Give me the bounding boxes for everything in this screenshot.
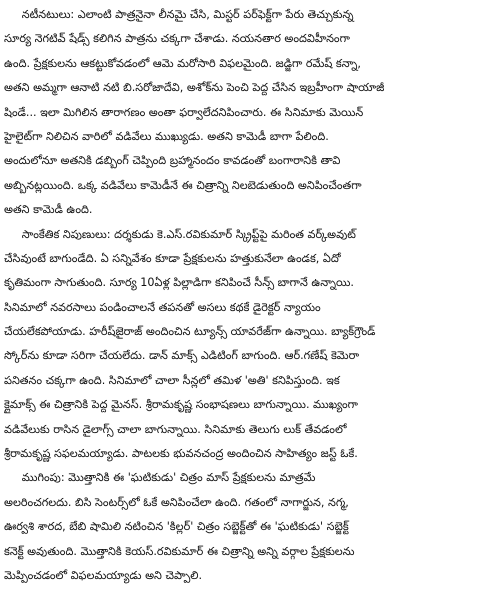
text-line: అతని కామెడీ ఉంది. [4, 203, 93, 217]
text-line: స్కోర్‌ను కూడా సరిగా చేయలేదు. డాన్ మాక్స్ ఎడిటింగ్ బాగుంది. ఆర్.గణేష్ కెమెరా [4, 349, 360, 363]
text-line: సినిమాలో నవరసాలు పండించాలనే తపనతో అసలు కథకే డైరెక్టర్ న్యాయం [4, 300, 321, 314]
text-line: షిండే... ఇలా మిగిలిన తారాగణం అంతా ఫర్వాలేదనిపించారు. ఈ సినిమాకు మెయిన్ [4, 105, 364, 119]
text-line: హైలైట్‌గా నిలిచిన వారిలో వడివేలు ముఖ్యుడు. అతని కామెడీ బాగా పేలింది. [4, 129, 329, 143]
text-line: కృతిమంగా సాగుతుంది. సూర్య 10ఏళ్ల పిల్లాడిగా కనిపించే సీన్స్ బాగానే ఉన్నాయి. [4, 276, 354, 290]
text-line: ముగింపు: మొత్తానికి ఈ 'ఘటికుడు' చిత్రం మాస్ ప్రేక్షకులను మాత్రమే [4, 471, 316, 485]
text-line: వడివేలుకు రాసిన డైలాగ్స్ చాలా బాగున్నాయి. సినిమాకు తెలుగు లుక్ తేవడంలో [4, 422, 347, 436]
text-line: చేసివుంటే బాగుండేది. ఏ సన్నివేశం కూడా ప్రేక్షకులను హత్తుకునేలా ఉండక, ఏదో [4, 251, 341, 265]
text-line: అలరించగలదు. బిసి సెంటర్స్‌లో ఓకే అనిపించేలా ఉంది. గతంలో నాగార్జున, నగ్మ, [4, 495, 349, 509]
text-line: మెప్పించడంలో విఫలమయ్యాడు అని చెప్పాలి. [4, 568, 203, 582]
text-line: సూర్య నెగటివ్ షేడ్స్ కలిగిన పాత్రను చక్కగా చేశాడు. నయనతార అందవిహీనంగా [4, 32, 350, 46]
text-line: ఉంది. ప్రేక్షకులను ఆకట్టుకోవడంలో ఆమె మరోసారి విఫలమైంది. జడ్జిగా రమేష్ కన్నా, [4, 56, 361, 70]
text-line: అందులోనూ అతనికి డబ్బింగ్ చెప్పింది బ్రహ్మానందం కావడంతో బంగారానికి తావి [4, 154, 341, 168]
text-line: సాంకేతిక నిపుణులు: దర్శకుడు కె.ఎస్.రవికుమార్ స్క్రిప్ట్‌పై మరింత వర్క్అవుట్ [4, 227, 356, 241]
text-line: ఊర్వశి శారద, బేబి షామిలి నటించిన 'కిల్లర్' చిత్రం సబ్జెక్ట్‌తో ఈ 'ఘటికుడు' సబ్జెక్ట్ [4, 520, 349, 534]
text-line: నటీనటులు: ఎలాంటి పాత్రనైనా లీనమై చేసి, మిస్టర్ పర్‌ఫెక్ట్‌గా పేరు తెచ్చుకున్న [4, 8, 354, 21]
text-line: అబ్బినట్లయింది. ఒక్క వడివేలు కామెడీనే ఈ చిత్రాన్ని నిలబెడుతుంది అనిపించేంతగా [4, 178, 362, 192]
text-line: కనెక్ట్ అవుతుంది. మొత్తానికి కెయస్.రవికుమార్ ఈ చిత్రాన్ని అన్ని వర్గాల ప్రేక్షకులను [4, 544, 355, 558]
text-line: పనితనం చక్కగా ఉంది. సినిమాలో చాలా సీన్లలో తమిళ 'అతి' కనిపిస్తుంది. ఇక [4, 373, 340, 387]
text-line: అతని అమ్మగా ఆనాటి నటి బి.సరోజాదేవి, అశోక్‌ను పెంచి పెద్ద చేసిన ఇబ్రహీంగా షాయాజీ [4, 81, 385, 95]
text-line: శ్రీరామకృష్ణ సఫలమయ్యాడు. పాటలకు భువనచంద్ర అందించిన సాహిత్యం జస్ట్ ఓకే. [4, 447, 358, 461]
text-line: క్లైమాక్స్ ఈ చిత్రానికి పెద్ద మైనస్. శ్రీరామకృష్ణ సంభాషణలు బాగున్నాయి. ముఖ్యంగా [4, 398, 358, 412]
review-text [4, 3, 486, 588]
text-line: చేయలేకపోయాడు. హరీష్‌జైరాజ్ అందించిన ట్యూన్స్ యావరేజ్‌గా ఉన్నాయి. బ్యాక్‌గ్రౌండ్ [4, 325, 376, 339]
